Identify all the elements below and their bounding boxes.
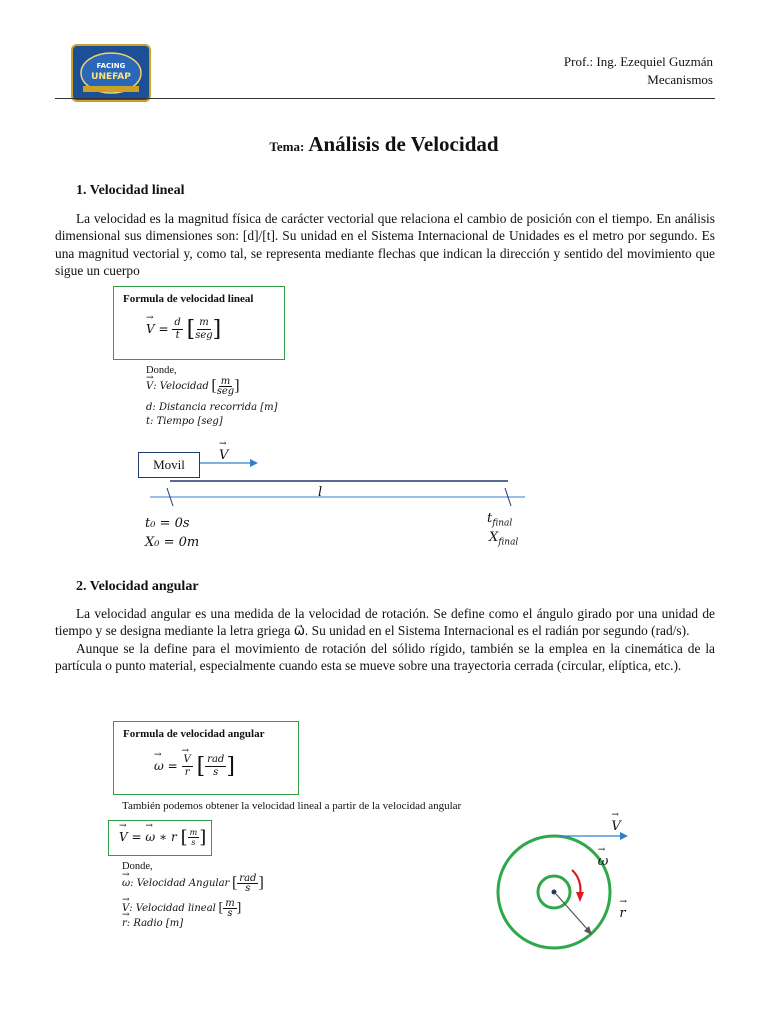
def-text: : Velocidad — [153, 380, 209, 392]
svg-text:FACING: FACING — [96, 62, 126, 70]
formula-eq: = — [158, 322, 169, 336]
unit-frac — [205, 754, 226, 779]
bracket-open: [ — [231, 874, 238, 892]
section1-heading: 1. Velocidad lineal — [76, 183, 185, 198]
linear-diagram — [0, 430, 768, 560]
formula-v: → V — [146, 322, 155, 336]
t0-label: t₀ = 0s — [145, 516, 190, 531]
frac-num: d — [174, 317, 181, 328]
def-text: : Tiempo [seg] — [150, 416, 223, 427]
formula-v: → V — [119, 830, 128, 844]
angular-formula-box — [113, 721, 299, 795]
def-sym: → V — [122, 902, 129, 916]
bracket-close: ] — [236, 900, 242, 916]
unit-frac — [195, 317, 212, 342]
v-label: → V — [219, 448, 228, 463]
section2-paragraphs — [55, 605, 715, 675]
def-sym: → V — [146, 380, 153, 394]
rotation-diagram — [480, 810, 660, 970]
tfinal-label — [487, 511, 512, 529]
def-text: : Velocidad Angular — [130, 877, 230, 889]
linear-formula-box — [113, 286, 285, 360]
unit-den: s — [213, 767, 219, 778]
bracket-close: ] — [234, 377, 240, 395]
def-sym: → r — [122, 917, 127, 931]
def-text: : Velocidad lineal — [129, 902, 216, 914]
tfinal-sub: final — [492, 518, 513, 529]
def-sym: d — [146, 402, 153, 413]
section2-heading: 2. Velocidad angular — [76, 579, 199, 594]
unit-frac — [188, 828, 200, 847]
unit-num: rad — [239, 873, 257, 884]
unit-den: s — [227, 908, 233, 919]
course-name: Mecanismos — [647, 72, 713, 87]
unit-frac — [217, 377, 234, 396]
section2-donde: Donde, — [122, 861, 153, 872]
def-angular — [122, 874, 264, 893]
velocity-arrowhead — [250, 459, 258, 467]
tangent-v-label: → V — [611, 819, 620, 834]
rotation-arrowhead — [576, 892, 584, 902]
unit-num: m — [220, 376, 231, 387]
linear-box-title: Formula de velocidad lineal — [123, 293, 254, 305]
section1-donde: Donde, — [146, 365, 177, 376]
linear-from-angular-box — [108, 820, 212, 856]
unit-num: m — [199, 317, 209, 328]
svg-text:UNEFAP: UNEFAP — [91, 72, 131, 82]
page-title — [0, 132, 768, 157]
formula-omega: → ω — [154, 759, 164, 773]
frac-num: → V — [182, 754, 193, 767]
angular-formula — [154, 754, 235, 779]
unit-den: seg — [195, 330, 213, 341]
def-sym: → ω — [122, 877, 130, 891]
def-lineal — [122, 899, 241, 918]
title-prefix: Tema: — [269, 139, 305, 154]
section2-para2: Aunque se la define para el movimiento de rotación del sólido rígido, también se la emplea en la cinemática de la partícula o punto material, especialmente cuando esta se mueve sobre una trayectoria cerrada (circular, elíptica, etc.). — [55, 640, 715, 674]
omega-label: → ω — [598, 854, 609, 869]
rotation-arc — [572, 870, 580, 894]
linear-formula — [146, 317, 221, 342]
formula-eq: = — [131, 830, 142, 844]
formula-v-over-r — [182, 754, 193, 779]
unit-den: seg — [216, 386, 235, 397]
formula-d-over-t — [172, 317, 182, 342]
l-label: l — [318, 485, 323, 500]
movil-box: Movil — [138, 452, 200, 478]
header-rule — [55, 98, 715, 99]
unit-den: s — [245, 883, 251, 894]
section1-paragraph — [55, 210, 715, 280]
professor-name: Prof.: Ing. Ezequiel Guzmán — [563, 54, 713, 69]
bracket-close: ] — [212, 317, 222, 342]
frac-den: t — [175, 330, 180, 341]
bracket-open: [ — [211, 377, 217, 395]
x0-label: X₀ = 0m — [145, 535, 200, 550]
bracket-open: [ — [180, 827, 188, 848]
bracket-open: [ — [218, 900, 224, 916]
tfinal-t: t — [487, 511, 493, 526]
formula-omega: → ω — [145, 830, 155, 844]
bracket-close: ] — [258, 874, 264, 892]
unit-num: m — [189, 828, 198, 837]
def-sym: t — [146, 416, 151, 427]
frac-den: r — [184, 767, 190, 778]
unit-num: m — [225, 898, 235, 909]
section1-text: La velocidad es la magnitud física de carácter vectorial que relaciona el cambio de posición con el tiempo. En análisis dimensional sus dimensiones son: [d]/[t]. Su unidad en el Sistema Internacional de Unidades es el metro por segundo. Es una magnitud vectorial y, como tal, se representa mediante flechas que indican la dirección y sentido del movimiento que sigue un cuerpo — [55, 211, 715, 279]
angular-box-title: Formula de velocidad angular — [123, 728, 265, 740]
def-text: : Distancia recorrida [m] — [152, 402, 278, 413]
xfinal-x: X — [489, 530, 499, 545]
bracket-close: ] — [226, 754, 235, 779]
bracket-open: [ — [196, 754, 206, 779]
def-distancia — [146, 401, 278, 415]
university-logo — [71, 44, 151, 102]
unit-frac — [237, 874, 258, 893]
bracket-open: [ — [186, 317, 196, 342]
linear-from-angular-formula — [119, 827, 206, 848]
unit-den: s — [191, 838, 196, 847]
def-text: : Radio [m] — [126, 918, 184, 929]
also-text: También podemos obtener la velocidad lineal a partir de la velocidad angular — [122, 800, 462, 812]
def-velocidad — [146, 377, 240, 396]
r-label: → r — [619, 906, 625, 921]
bracket-close: ] — [199, 827, 207, 848]
tangent-velocity-arrowhead — [620, 832, 628, 840]
title-main: Análisis de Velocidad — [308, 132, 499, 156]
formula-eq: = — [167, 759, 178, 773]
radius-line — [556, 894, 588, 930]
section2-para1: La velocidad angular es una medida de la velocidad de rotación. Se define como el ángulo girado por una unidad de tiempo y se designa mediante la letra griega ω⃗. Su unidad en el Sistema Internacional es el radián por segundo (rad/s). — [55, 606, 715, 639]
xfinal-label — [489, 530, 518, 548]
unit-num: rad — [207, 754, 225, 765]
formula-op: ∗ r — [159, 830, 177, 844]
center-point — [552, 890, 557, 895]
xfinal-sub: final — [498, 537, 519, 548]
unit-frac — [223, 899, 236, 918]
def-radio — [122, 917, 183, 931]
def-tiempo — [146, 415, 223, 429]
